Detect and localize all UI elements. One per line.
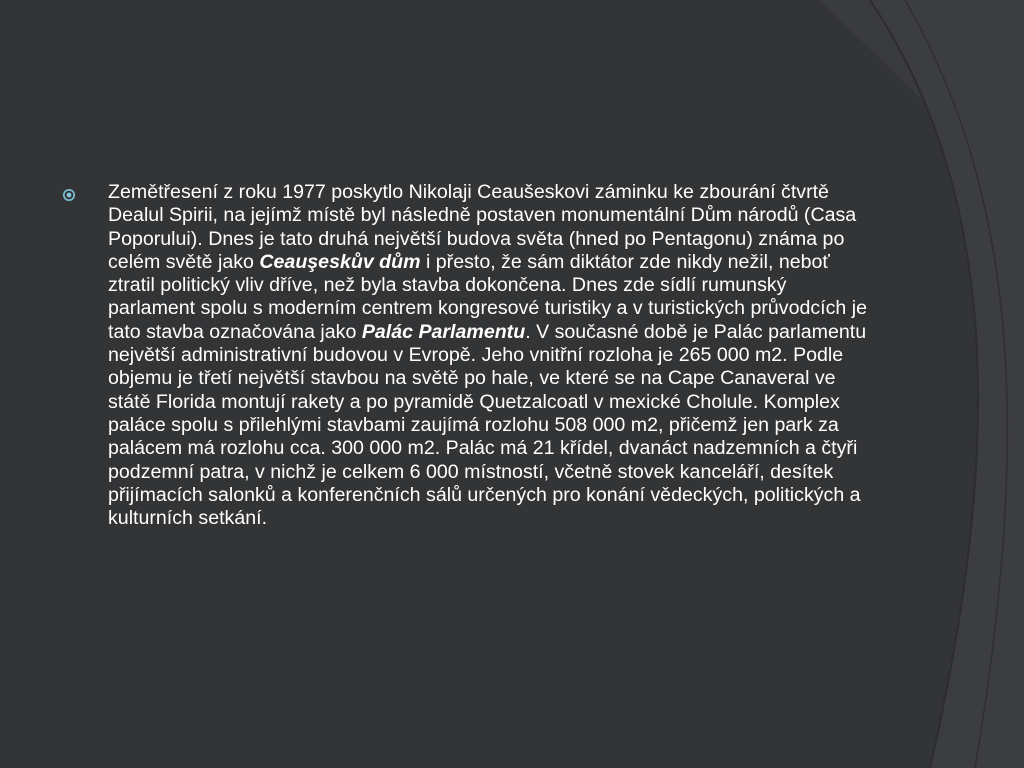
emphasis-palace-of-parliament: Palác Parlamentu (361, 320, 526, 343)
paragraph (108, 181, 878, 530)
ring-bullet-icon (62, 181, 108, 202)
content-area (62, 181, 892, 530)
paragraph-text-1: Zemětřesení z roku 1977 poskytlo Nikolaji Ceaušeskovi záminku ke zbourání čtvrtě Dealul Spirii, na jejímž místě byl následně postaven monumentální Dům národů (Casa Poporului). Dnes je tato druhá největší budova světa (hned po Pentagonu) známa po celém světě jako (108, 181, 857, 273)
emphasis-ceausescu-house: Ceauşeskův dům (259, 250, 421, 273)
paragraph-text-3: . V současné době je Palác parlamentu největší administrativní budovou v Evropě. Jeho vnitřní rozloha je 265 000 m2. Podle objemu je třetí největší stavbou na světě po hale, ve které se na Cape Canaveral ve státě Florida montují rakety a po pyramidě Quetzalcoatl v mexické Cholule. Komplex paláce spolu s přilehlými stavbami zaujímá rozlohu 508 000 m2, přičemž jen park za palácem má rozlohu cca. 300 000 m2. Palác má 21 křídel, dvanáct nadzemních a čtyři podzemní patra, v nichž je celkem 6 000 místností, včetně stovek kanceláří, desítek přijímacích salonků a konferenčních sálů určených pro konání vědeckých, politických a kulturních setkání. (108, 320, 867, 530)
paragraph-text-2: i přesto, že sám diktátor zde nikdy nežil, neboť ztratil politický vliv dříve, než byla stavba dokončena. Dnes zde sídlí rumunský parlament spolu s moderním centrem kongresové turistiky a v turistických průvodcích je tato stavba označována jako (108, 250, 868, 343)
bullet-item (62, 181, 892, 530)
